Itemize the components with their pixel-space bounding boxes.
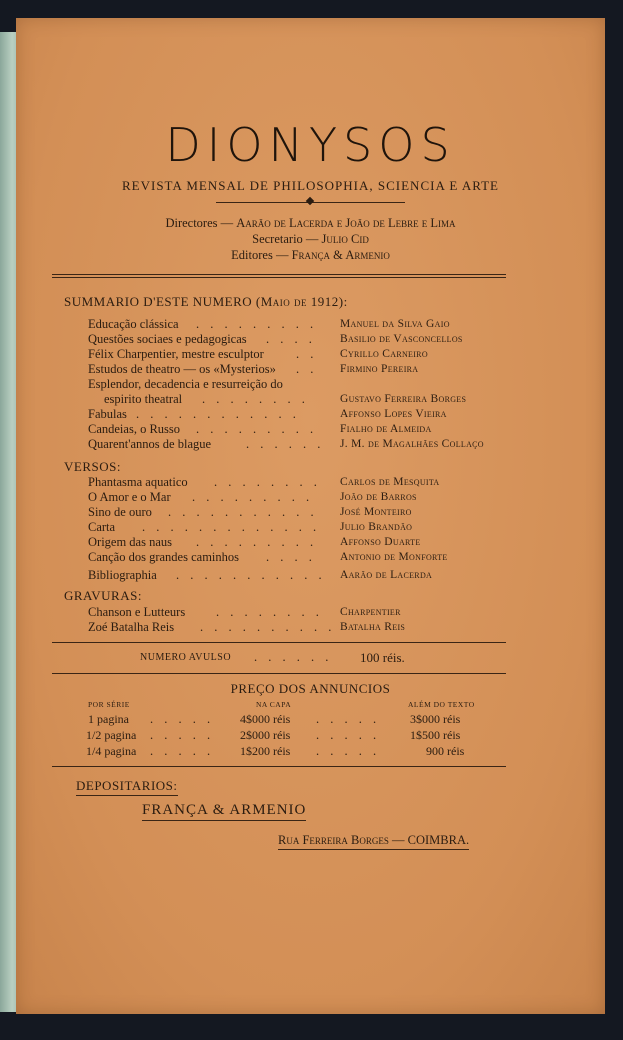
ads-row-size: 1/2 pagina — [86, 728, 137, 742]
toc-item-dots: . . — [296, 347, 318, 361]
ads-row-dots: . . . . . — [316, 712, 381, 726]
editors-name: França & Armenio — [291, 248, 390, 262]
verses-heading: VERSOS: — [64, 459, 121, 474]
toc-item-dots: . . . . . . . . . . . . . — [142, 520, 321, 534]
section-rule — [52, 673, 506, 674]
toc-item-author: Charpentier — [340, 606, 401, 618]
toc-item-dots: . . . . — [266, 550, 316, 564]
depositories-address: Rua Ferreira Borges — COIMBRA. — [278, 833, 469, 850]
ads-col-cover: NA CAPA — [256, 700, 292, 709]
single-issue-label: NUMERO AVULSO — [140, 652, 232, 663]
magazine-subtitle: REVISTA MENSAL DE PHILOSOPHIA, SCIENCIA E ARTE — [121, 178, 500, 193]
toc-item-dots: . . . . . . . . . . . . — [136, 407, 300, 421]
toc-item-dots: . . . . . . . . . — [196, 317, 318, 331]
toc-item-author: Affonso Lopes Vieira — [340, 408, 447, 420]
toc-item-title: Bibliographia — [88, 568, 157, 582]
toc-item-author: Carlos de Mesquita — [340, 476, 440, 488]
toc-item-title: Chanson e Lutteurs — [88, 605, 186, 619]
toc-item-dots: . . . . . . . . . . . — [168, 505, 318, 519]
engravings-heading: GRAVURAS: — [64, 588, 142, 603]
toc-item-author: João de Barros — [340, 491, 417, 503]
ornament-diamond-icon — [306, 197, 314, 205]
ads-row-beyond-price: 3$000 réis — [410, 712, 461, 726]
toc-item-title: Fabulas — [88, 407, 127, 421]
directors-names: Aarão de Lacerda e João de Lebre e Lima — [236, 216, 456, 230]
ads-row-beyond-price: 1$500 réis — [410, 728, 461, 742]
toc-item-title: Candeias, o Russo — [88, 422, 181, 436]
toc-item-dots: . . . . . . — [246, 437, 325, 451]
toc-item-author: Julio Brandão — [340, 521, 413, 533]
single-issue-dots: . . . . . . — [254, 650, 333, 664]
toc-item-author: Affonso Duarte — [340, 536, 421, 548]
editors-label: Editores — — [231, 248, 289, 262]
ads-heading: PREÇO DOS ANNUNCIOS — [230, 681, 391, 696]
toc-item-dots: . . . . — [266, 332, 316, 346]
toc-item-dots: . . . . . . . . . . — [200, 620, 336, 634]
ads-row-dots: . . . . . — [316, 728, 381, 742]
toc-item-author: Basilio de Vasconcellos — [340, 333, 463, 345]
single-issue-price: 100 réis. — [360, 650, 405, 665]
toc-item-author: Manuel da Silva Gaio — [340, 318, 450, 330]
ads-row-dots: . . . . . — [316, 744, 381, 758]
ads-row-beyond-price: 900 réis — [426, 744, 465, 758]
toc-item-title: O Amor e o Mar — [88, 490, 171, 504]
header-rule-top — [52, 274, 506, 275]
toc-item-title: Questões sociaes e pedagogicas — [88, 332, 247, 346]
toc-item-title: Félix Charpentier, mestre esculptor — [88, 347, 264, 361]
depositories-name: FRANÇA & ARMENIO — [142, 802, 306, 821]
magazine-title: DIONYSOS — [165, 118, 456, 172]
directors-label: Directores — — [165, 216, 234, 230]
depositories-heading: DEPOSITARIOS: — [76, 778, 178, 796]
toc-item-dots: . . . . . . . . — [202, 392, 309, 406]
toc-item-dots: . . . . . . . . — [216, 605, 323, 619]
ads-row-cover-price: 4$000 réis — [240, 712, 291, 726]
ads-row-dots: . . . . . — [150, 744, 215, 758]
toc-item-dots: . . — [296, 362, 318, 376]
magazine-cover — [16, 18, 605, 1014]
summary-heading — [64, 294, 348, 310]
secretary-line — [16, 232, 605, 247]
ads-col-per-series: POR SÉRIE — [88, 700, 130, 709]
ads-row-dots: . . . . . — [150, 712, 215, 726]
toc-item-author: Gustavo Ferreira Borges — [340, 393, 467, 405]
ads-row-size: 1 pagina — [88, 712, 129, 726]
toc-item-dots: . . . . . . . . . . . — [176, 568, 326, 582]
header-rule-bottom — [52, 277, 506, 278]
toc-item-title: Educação clássica — [88, 317, 179, 331]
toc-item-title: Estudos de theatro — os «Mysterios» — [88, 362, 276, 376]
toc-item-author: José Monteiro — [340, 506, 412, 518]
directors-line — [16, 216, 605, 231]
toc-item-title: Canção dos grandes caminhos — [88, 550, 240, 564]
section-rule — [52, 766, 506, 767]
toc-item-dots: . . . . . . . . — [214, 475, 321, 489]
ads-row-cover-price: 1$200 réis — [240, 744, 291, 758]
summary-heading-text: SUMMARIO D'ESTE NUMERO — [64, 294, 253, 309]
secretary-name: Julio Cid — [321, 232, 369, 246]
toc-item-author: Antonio de Monforte — [340, 551, 448, 563]
toc-item-title: Esplendor, decadencia e resurreição do — [88, 377, 283, 391]
toc-item-author: J. M. de Magalhães Collaço — [340, 438, 484, 450]
toc-item-dots: . . . . . . . . . — [196, 535, 318, 549]
toc-item-dots: . . . . . . . . . — [196, 422, 318, 436]
ads-col-beyond-text: ALÉM DO TEXTO — [408, 700, 475, 709]
toc-item-author: Batalha Reis — [340, 621, 406, 633]
toc-item-author: Aarão de Lacerda — [340, 569, 433, 581]
toc-item-title: espirito theatral — [104, 392, 183, 406]
toc-item-author: Firmino Pereira — [340, 363, 419, 375]
toc-item-title: Carta — [88, 520, 116, 534]
toc-item-dots: . . . . . . . . . — [192, 490, 314, 504]
toc-item-title: Origem das naus — [88, 535, 173, 549]
toc-item-title: Sino de ouro — [88, 505, 152, 519]
editors-line — [16, 248, 605, 263]
toc-item-title: Phantasma aquatico — [88, 475, 188, 489]
toc-item-author: Fialho de Almeida — [340, 423, 432, 435]
ads-row-cover-price: 2$000 réis — [240, 728, 291, 742]
toc-item-author: Cyrillo Carneiro — [340, 348, 428, 360]
section-rule — [52, 642, 506, 643]
summary-heading-date: (Maio de 1912): — [255, 294, 348, 309]
ads-row-size: 1/4 pagina — [86, 744, 137, 758]
ads-row-dots: . . . . . — [150, 728, 215, 742]
toc-item-title: Zoé Batalha Reis — [88, 620, 175, 634]
toc-item-title: Quarent'annos de blague — [88, 437, 212, 451]
secretary-label: Secretario — — [252, 232, 319, 246]
